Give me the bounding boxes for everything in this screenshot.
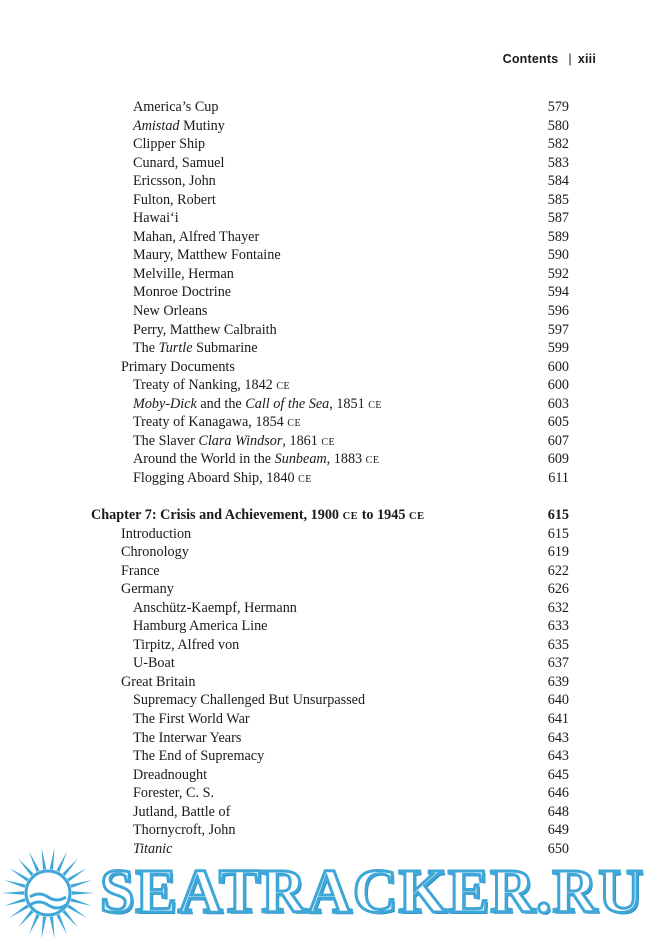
toc-entry-title [91, 506, 425, 527]
toc-subsection-entry[interactable] [0, 172, 658, 191]
era-abbreviation: CE [321, 436, 336, 448]
sunburst-ray [9, 905, 29, 918]
toc-entry-title [133, 691, 365, 710]
sunburst-ray [71, 880, 93, 888]
toc-subsection-entry[interactable] [0, 283, 658, 302]
toc-page-number: 641 [547, 711, 569, 727]
toc-page-number: 590 [547, 247, 569, 264]
title-segment: Thornycroft, John [133, 822, 236, 839]
toc-entry-title [133, 617, 267, 636]
toc-page-number: 632 [547, 599, 569, 616]
sunburst-ray [71, 898, 93, 906]
title-segment: Submarine [192, 340, 258, 357]
toc-subsection-entry[interactable] [0, 339, 658, 358]
sunburst-ray [18, 910, 34, 928]
sunburst-ray [42, 848, 47, 870]
toc-subsection-entry[interactable] [0, 246, 658, 265]
toc-section-entry[interactable] [0, 525, 658, 544]
toc-page-number: 649 [547, 822, 569, 839]
toc-entry-title [133, 135, 205, 154]
toc-entry-title [133, 821, 235, 840]
toc-entry-title [133, 432, 335, 453]
running-head-separator: | [568, 52, 572, 66]
toc-page-number: 607 [547, 432, 569, 449]
era-abbreviation: CE [298, 473, 312, 485]
toc-subsection-entry[interactable] [0, 432, 658, 451]
toc-page-number: 615 [547, 525, 569, 542]
title-segment: Amistad [133, 117, 180, 134]
toc-subsection-entry[interactable] [0, 117, 658, 136]
toc-page-number: 585 [547, 191, 569, 208]
title-segment: Mutiny [179, 117, 225, 134]
era-abbreviation: CE [287, 418, 302, 430]
toc-entry-title [133, 154, 224, 173]
title-segment: Melville, Herman [133, 265, 234, 282]
toc-page-number: 643 [547, 729, 569, 746]
toc-page-number: 635 [547, 636, 569, 653]
toc-entry-title [133, 469, 312, 490]
toc-subsection-entry[interactable] [0, 599, 658, 618]
sunburst-ray [56, 851, 67, 872]
title-segment: Dreadnought [133, 766, 208, 783]
toc-entry-title [121, 673, 195, 692]
toc-entry-title [121, 543, 189, 562]
section-gap [0, 487, 658, 506]
toc-page-number: 600 [547, 358, 569, 375]
running-head-label: Contents [502, 52, 559, 66]
era-abbreviation: CE [276, 381, 291, 393]
toc-subsection-entry[interactable] [0, 191, 658, 210]
title-segment: Hamburg America Line [133, 618, 268, 635]
toc-page-number: 650 [547, 840, 569, 857]
toc-entry-title [133, 803, 230, 822]
era-abbreviation: CE [368, 399, 383, 411]
era-abbreviation: CE [342, 510, 359, 522]
toc-page-number: 582 [547, 136, 569, 153]
toc-page-number: 609 [547, 451, 569, 468]
title-segment: The Slaver [133, 432, 199, 449]
toc-entry-title [133, 413, 301, 434]
title-segment: Ericsson, John [133, 173, 216, 190]
toc-subsection-entry[interactable] [0, 413, 658, 432]
title-segment: The Interwar Years [133, 729, 242, 746]
sunburst-ray [56, 914, 67, 935]
toc-subsection-entry[interactable] [0, 747, 658, 766]
toc-page-number: 633 [547, 618, 569, 635]
title-segment: Perry, Matthew Calbraith [133, 321, 277, 338]
title-segment: Treaty of Kanagawa, 1854 [133, 414, 288, 431]
sunburst-logo-icon [0, 845, 110, 945]
sunburst-ray [50, 848, 55, 870]
toc-entry-title [133, 209, 179, 228]
sunburst-ray [62, 910, 78, 928]
toc-page-number: 603 [547, 395, 569, 412]
toc-subsection-entry[interactable] [0, 784, 658, 803]
toc-page-number: 584 [547, 173, 569, 190]
toc-entry-title [133, 265, 234, 284]
toc-entry-title [133, 172, 216, 191]
toc-subsection-entry[interactable] [0, 265, 658, 284]
toc-page-number: 605 [547, 414, 569, 431]
toc-entry-title [133, 283, 231, 302]
title-segment: Titanic [133, 840, 173, 857]
sunburst-ray [72, 891, 94, 894]
title-segment: France [121, 562, 160, 579]
toc-entry-title [133, 710, 250, 729]
sunburst-ray [29, 914, 40, 935]
toc-entry-title [133, 191, 216, 210]
toc-subsection-entry[interactable] [0, 803, 658, 822]
toc-entry-title [133, 376, 290, 397]
toc-entry-title [133, 784, 214, 803]
title-segment: Monroe Doctrine [133, 284, 232, 301]
title-segment: Sunbeam [274, 451, 327, 468]
running-head [503, 52, 596, 66]
toc-entry-title [133, 339, 258, 358]
title-segment: Turtle [158, 340, 193, 357]
title-segment: Introduction [121, 525, 192, 542]
sunburst-ray [4, 898, 26, 906]
running-head-page-number: xiii [577, 52, 596, 66]
toc-subsection-entry[interactable] [0, 135, 658, 154]
toc-chapter-entry[interactable] [0, 506, 658, 525]
title-segment: The End of Supremacy [133, 748, 265, 765]
toc-entry-title [121, 358, 235, 377]
toc-page-number: 580 [547, 117, 569, 134]
toc-entry-title [133, 636, 239, 655]
watermark-text: SEATRACKER.RU [100, 858, 645, 926]
toc-entry-title [133, 321, 277, 340]
toc-page-number: 594 [547, 284, 569, 301]
sunburst-ray [4, 880, 26, 888]
title-segment: and the [196, 395, 246, 412]
title-segment: Fulton, Robert [133, 191, 216, 208]
toc-entry-title [133, 747, 264, 766]
toc-section-entry[interactable] [0, 580, 658, 599]
title-segment: U-Boat [133, 655, 175, 672]
toc-entry-title [121, 525, 191, 544]
sunburst-ray [9, 868, 29, 881]
toc-entry-title [133, 395, 382, 416]
title-segment: The [133, 340, 159, 357]
title-segment: Clipper Ship [133, 136, 206, 153]
toc-section-entry[interactable] [0, 673, 658, 692]
title-segment: Cunard, Samuel [133, 154, 225, 171]
toc-entry-title [133, 599, 297, 618]
title-segment: Hawai‘i [133, 210, 179, 227]
toc-subsection-entry[interactable] [0, 376, 658, 395]
title-segment: Around the World in the [133, 451, 275, 468]
title-segment: to 1945 [358, 506, 409, 523]
title-segment: Supremacy Challenged But Unsurpassed [133, 692, 366, 709]
title-segment: , 1861 [282, 432, 322, 449]
title-segment: The First World War [133, 711, 250, 727]
watermark [0, 845, 658, 945]
toc-entry-title [133, 98, 219, 117]
toc-subsection-entry[interactable] [0, 710, 658, 729]
toc-entry-title [121, 580, 174, 599]
table-of-contents [0, 98, 658, 858]
toc-page-number: 626 [547, 581, 569, 598]
era-abbreviation: CE [409, 510, 425, 522]
toc-subsection-entry[interactable] [0, 321, 658, 340]
sunburst-ray [2, 891, 24, 894]
toc-subsection-entry[interactable] [0, 654, 658, 673]
toc-section-entry[interactable] [0, 562, 658, 581]
era-abbreviation: CE [365, 455, 380, 467]
toc-page-number: 589 [547, 228, 569, 245]
title-segment: , 1851 [329, 395, 369, 412]
title-segment: New Orleans [133, 303, 208, 320]
toc-page-number: 597 [547, 321, 569, 338]
title-segment: Great Britain [121, 673, 196, 690]
title-segment: Germany [121, 581, 174, 598]
title-segment: Anschütz-Kaempf, Hermann [133, 599, 297, 616]
title-segment: Clara Windsor [198, 432, 283, 449]
toc-entry-title [133, 729, 241, 748]
toc-entry-title [133, 450, 379, 471]
title-segment: Treaty of Nanking, 1842 [133, 377, 277, 394]
toc-page-number: 645 [547, 766, 569, 783]
toc-page-number: 592 [547, 265, 569, 282]
title-segment: Chapter 7: Crisis and Achievement, 1900 [91, 506, 343, 523]
title-segment: Call of the Sea [245, 395, 330, 412]
toc-section-entry[interactable] [0, 543, 658, 562]
sunburst-ray [67, 905, 87, 918]
toc-subsection-entry[interactable] [0, 154, 658, 173]
toc-entry-title [133, 117, 225, 136]
sunburst-ray [62, 858, 78, 876]
toc-page-number: 637 [547, 655, 569, 672]
toc-page-number: 646 [547, 785, 569, 802]
title-segment: Jutland, Battle of [133, 803, 231, 820]
toc-entry-title [133, 766, 207, 785]
toc-subsection-entry[interactable] [0, 302, 658, 321]
toc-subsection-entry[interactable] [0, 228, 658, 247]
sunburst-ray [29, 851, 40, 872]
toc-entry-title [133, 654, 175, 673]
title-segment: Chronology [121, 544, 189, 561]
toc-subsection-entry[interactable] [0, 821, 658, 840]
toc-subsection-entry[interactable] [0, 450, 658, 469]
title-segment: Flogging Aboard Ship, 1840 [133, 469, 299, 486]
sunburst-ray [18, 858, 34, 876]
toc-subsection-entry[interactable] [0, 617, 658, 636]
toc-subsection-entry[interactable] [0, 395, 658, 414]
toc-entry-title [133, 228, 259, 247]
toc-page-number: 579 [547, 99, 569, 115]
toc-subsection-entry[interactable] [0, 98, 658, 117]
toc-page-number: 596 [547, 303, 569, 320]
toc-page-number: 615 [547, 506, 569, 523]
title-segment: Maury, Matthew Fontaine [133, 247, 281, 264]
toc-subsection-entry[interactable] [0, 729, 658, 748]
toc-entry-title [133, 302, 207, 321]
sunburst-ray [42, 917, 47, 939]
sunburst-ray [50, 917, 55, 939]
toc-page-number: 622 [547, 562, 569, 579]
toc-page-number: 639 [547, 673, 569, 690]
toc-page-number: 600 [547, 377, 569, 394]
title-segment: America’s Cup [133, 99, 219, 115]
sunburst-ray [67, 868, 87, 881]
title-segment: Mahan, Alfred Thayer [133, 228, 260, 245]
title-segment: Tirpitz, Alfred von [133, 636, 240, 653]
title-segment: , 1883 [326, 451, 366, 468]
toc-page-number: 611 [548, 469, 569, 486]
title-segment: Primary Documents [121, 358, 235, 375]
toc-entry-title [121, 562, 160, 581]
toc-section-entry[interactable] [0, 358, 658, 377]
toc-page-number: 583 [547, 154, 569, 171]
toc-page-number: 648 [547, 803, 569, 820]
toc-page-number: 643 [547, 748, 569, 765]
toc-subsection-entry[interactable] [0, 766, 658, 785]
toc-page-number: 599 [547, 340, 569, 357]
toc-page-number: 640 [547, 692, 569, 709]
toc-entry-title [133, 246, 281, 265]
toc-page-number: 587 [547, 210, 569, 227]
title-segment: Forester, C. S. [133, 785, 215, 802]
toc-subsection-entry[interactable] [0, 691, 658, 710]
title-segment: Moby-Dick [133, 395, 197, 412]
toc-subsection-entry[interactable] [0, 469, 658, 488]
toc-subsection-entry[interactable] [0, 209, 658, 228]
toc-page-number: 619 [547, 544, 569, 561]
toc-subsection-entry[interactable] [0, 636, 658, 655]
